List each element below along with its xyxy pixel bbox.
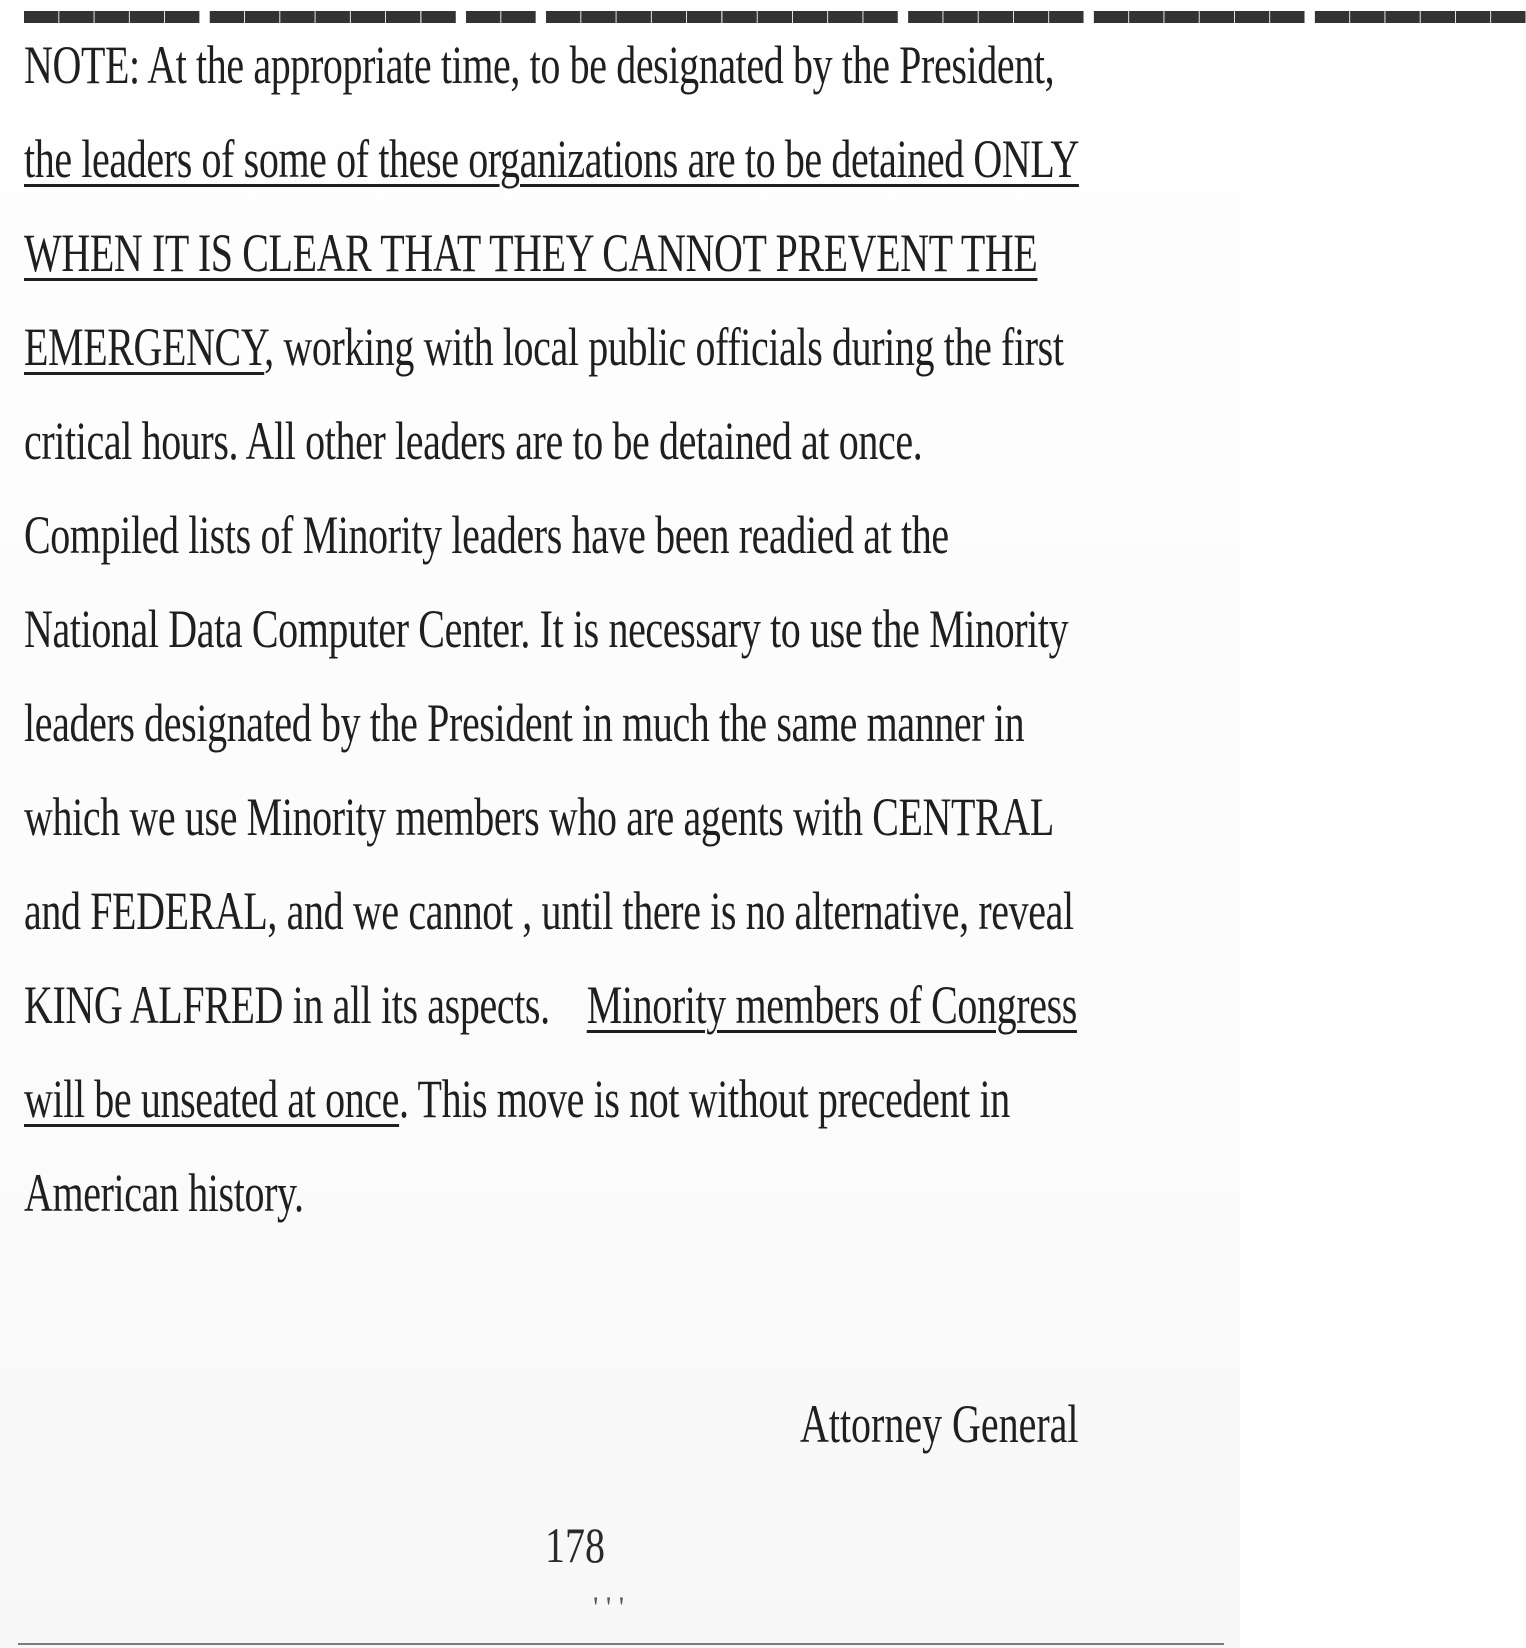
body-text: , working with local public officials during the first (264, 317, 1064, 377)
text-line-3 (24, 206, 1038, 300)
underlined-text: will be unseated at once (24, 1069, 400, 1129)
text-line-8 (24, 676, 1025, 770)
body-text: Compiled lists of Minority leaders have been readied at the (24, 505, 949, 565)
faint-page-number-fragment: ' ' ' (593, 1591, 625, 1624)
note-text: NOTE: At the appropriate time, to be designated by the President, (24, 35, 1055, 95)
text-line-2 (24, 112, 1079, 206)
text-line-6 (24, 488, 949, 582)
body-text: leaders designated by the President in much the same manner in (24, 693, 1025, 753)
text-line-11 (24, 958, 1077, 1052)
body-text: critical hours. All other leaders are to be detained at once. (24, 411, 923, 471)
text-line-4 (24, 300, 1064, 394)
signature-title: Attorney General (800, 1394, 1079, 1454)
underlined-text: Minority members of Congress (586, 975, 1077, 1035)
text-line-7 (24, 582, 1069, 676)
underlined-text: WHEN IT IS CLEAR THAT THEY CANNOT PREVENT THE (24, 223, 1038, 283)
underlined-text: EMERGENCY (24, 317, 265, 377)
page-number: 178 (545, 1517, 605, 1573)
body-text: KING ALFRED in all its aspects. (24, 975, 550, 1035)
bottom-divider (18, 1643, 1224, 1645)
text-line-5 (24, 394, 923, 488)
text-line-9 (24, 770, 1054, 864)
body-text: . This move is not without precedent in (399, 1069, 1010, 1129)
text-line-10 (24, 864, 1074, 958)
body-text: which we use Minority members who are agents with CENTRAL (24, 787, 1054, 847)
cut-off-text-line: ▬▬▬▬▬ ▬▬▬▬▬▬▬ ▬▬ ▬▬▬▬▬▬▬▬▬▬ ▬▬▬▬▬ ▬▬▬▬▬▬ ▬▬▬▬▬▬ (24, 0, 1526, 32)
text-line-13 (24, 1146, 912, 1240)
body-text: American history. (24, 1163, 304, 1223)
document-body (24, 18, 1224, 1240)
body-text: National Data Computer Center. It is necessary to use the Minority (24, 599, 1069, 659)
underlined-text: the leaders of some of these organizations are to be detained ONLY (24, 129, 1079, 189)
body-text: and FEDERAL, and we cannot , until there is no alternative, reveal (24, 881, 1074, 941)
text-line-12 (24, 1052, 1010, 1146)
text-line-1 (24, 18, 1055, 112)
